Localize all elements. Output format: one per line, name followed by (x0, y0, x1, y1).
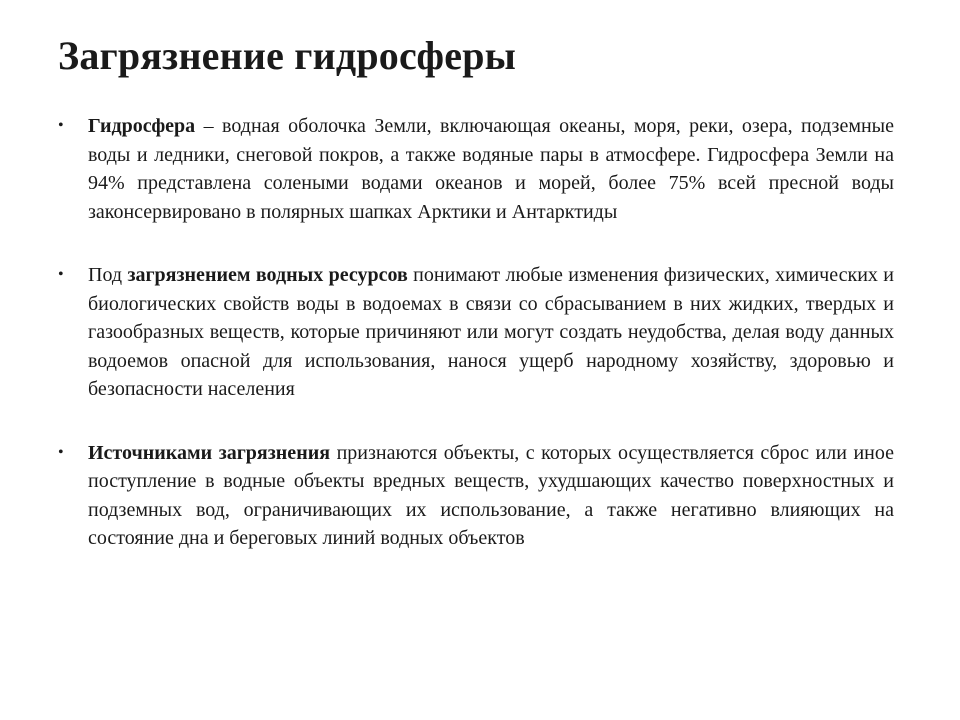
bullet-pollution-sources-definition (58, 439, 894, 553)
bullet-icon: • (58, 266, 64, 283)
bullet-term: Источниками загрязнения (88, 441, 331, 464)
bullet-lead-text: Под (88, 264, 128, 286)
bullet-water-pollution-definition (58, 261, 894, 404)
bullet-body-text: признаются объекты, с которых осуществляется сброс или иное поступление в водные объекты вредных веществ, ухудшающих качество поверхностных и подземных вод, ограничивающих их использование, а также негативно влияющих на состояние дна и береговых линий водных объектов (88, 441, 894, 549)
slide-title: Загрязнение гидросферы (58, 33, 517, 78)
bullet-icon: • (58, 117, 64, 134)
bullet-body-text: понимают любые изменения физических, химических и биологических свойств воды в водоемах в связи со сбрасыванием в них жидких, твердых и газообразных веществ, которые причиняют или могут создать неудобства, делая воду данных водоемов опасной для использования, нанося ущерб народному хозяйству, здоровью и безопасности населения (88, 264, 894, 400)
bullet-term: Гидросфера (88, 115, 196, 137)
bullet-hydrosphere-definition (58, 112, 894, 226)
bullet-list (58, 112, 894, 553)
bullet-term: загрязнением водных ресурсов (127, 264, 408, 286)
bullet-body-text: – водная оболочка Земли, включающая океаны, моря, реки, озера, подземные воды и ледники, снеговой покров, а также водяные пары в атмосфере. Гидросфера Земли на 94% представлена солеными водами океанов и морей, более 75% всей пресной воды законсервировано в полярных шапках Арктики и Антарктиды (88, 115, 894, 223)
bullet-icon: • (58, 443, 64, 461)
